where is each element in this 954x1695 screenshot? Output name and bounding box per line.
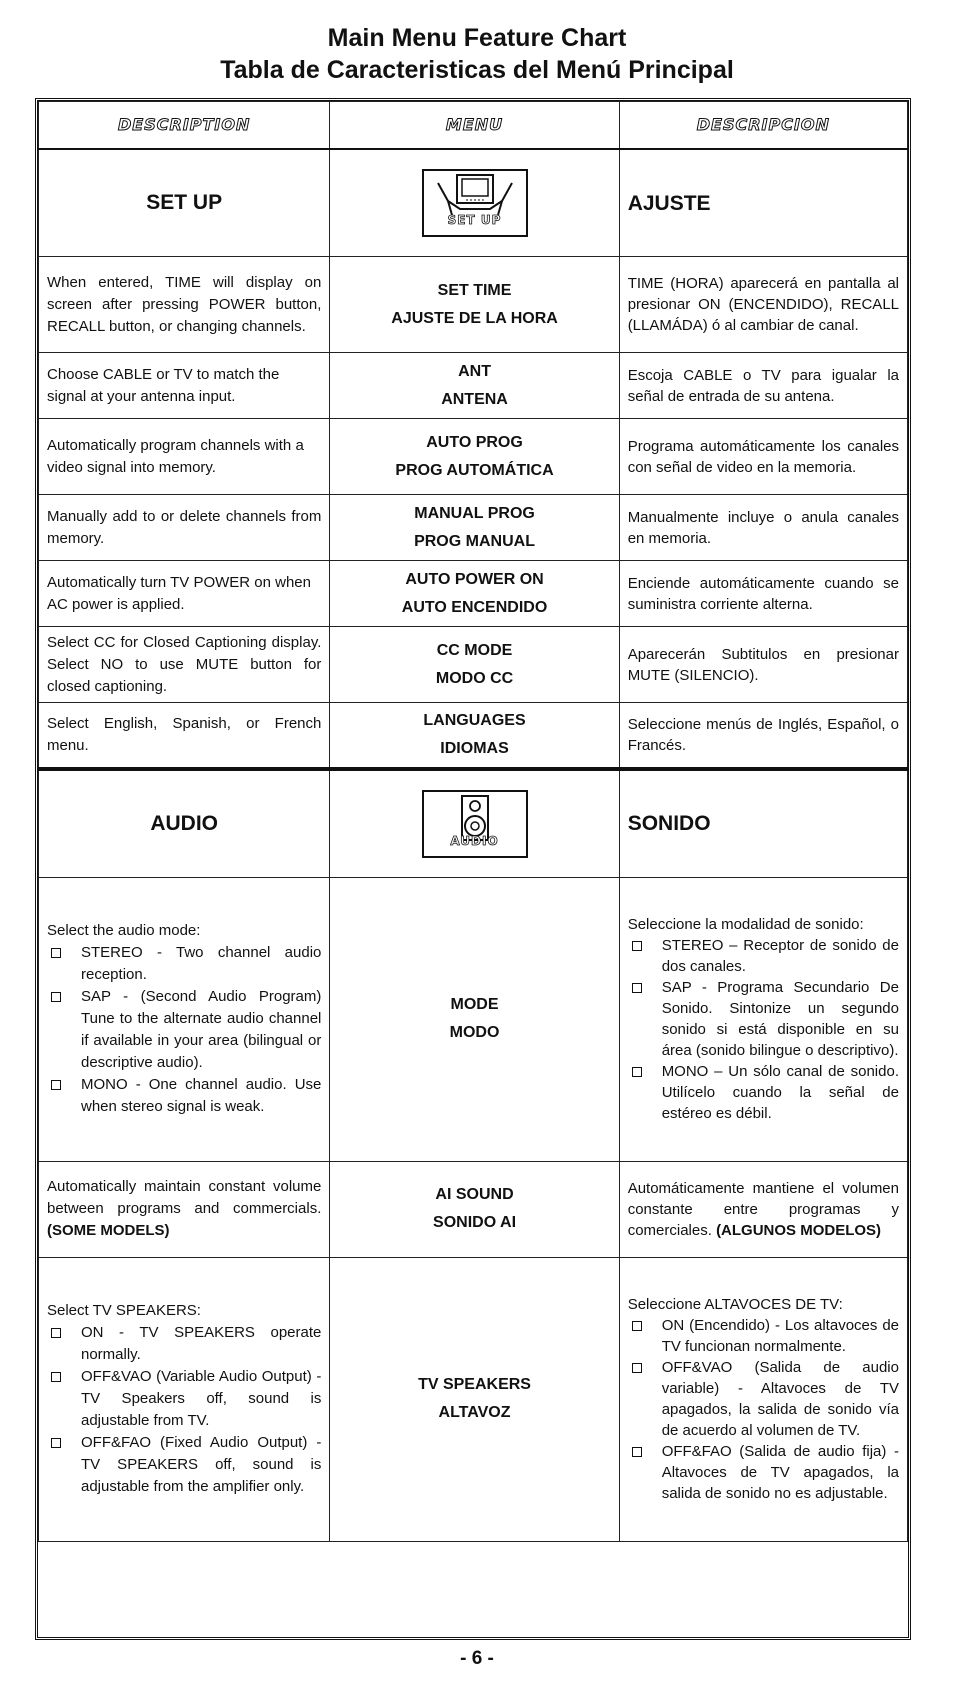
table-row bbox=[39, 561, 908, 627]
setup-icon-caption: SET UP bbox=[447, 213, 502, 227]
menu-name-es: ANTENA bbox=[441, 390, 508, 408]
setup-row-5-menu bbox=[330, 627, 619, 703]
setup-row-0-desc-en: When entered, TIME will display on screen after pressing POWER button, RECALL button, or changing channels. bbox=[39, 257, 330, 353]
ai-text-es: Automáticamente mantiene el volumen constante entre programas y comerciales. bbox=[627, 1179, 899, 1239]
feature-table bbox=[38, 101, 908, 1542]
menu-name-es: IDIOMAS bbox=[440, 739, 509, 757]
menu-name-es: SONIDO AI bbox=[433, 1214, 517, 1231]
setup-row-3-desc-en: Manually add to or delete channels from memory. bbox=[39, 495, 330, 561]
menu-name-en: LANGUAGES bbox=[423, 711, 526, 729]
audio-icon-cell bbox=[330, 769, 619, 878]
speakers-menu bbox=[330, 1257, 619, 1541]
menu-name-en: ANT bbox=[458, 362, 491, 380]
speakers-options-es bbox=[628, 1315, 899, 1504]
mode-options-en bbox=[47, 942, 321, 1118]
mode-options-es bbox=[628, 935, 899, 1124]
ai-desc-es bbox=[619, 1161, 907, 1257]
table-row bbox=[39, 353, 908, 419]
list-item: OFF&FAO (Salida de audio fija) - Altavoces de TV apagados, la salida de sonido no es adjustable. bbox=[628, 1441, 899, 1504]
speakers-desc-es bbox=[619, 1257, 907, 1541]
setup-row-6-desc-es: Seleccione menús de Inglés, Español, o Francés. bbox=[619, 703, 907, 769]
speakers-intro-es: Seleccione ALTAVOCES DE TV: bbox=[627, 1296, 843, 1313]
list-item: SAP - Programa Secundario De Sonido. Sintonize un segundo sonido si está disponible en su área (sonido bilingue o descriptivo). bbox=[628, 977, 899, 1061]
menu-name-en: AUTO PROG bbox=[426, 433, 523, 451]
menu-name-en: AUTO POWER ON bbox=[405, 570, 544, 588]
setup-row-4-desc-es: Enciende automáticamente cuando se suministra corriente alterna. bbox=[619, 561, 907, 627]
setup-row-1-desc-es: Escoja CABLE o TV para igualar la señal de entrada de su antena. bbox=[619, 353, 907, 419]
setup-row-1-desc-en: Choose CABLE or TV to match the signal at your antenna input. bbox=[39, 353, 330, 419]
list-item: OFF&FAO (Fixed Audio Output) - TV SPEAKERS off, sound is adjustable from the amplifier only. bbox=[47, 1432, 321, 1498]
setup-row-2-desc-es: Programa automáticamente los canales con señal de video en la memoria. bbox=[619, 419, 907, 495]
menu-name-es: AJUSTE DE LA HORA bbox=[391, 309, 558, 327]
list-item: MONO - One channel audio. Use when stereo signal is weak. bbox=[47, 1074, 321, 1118]
table-row bbox=[39, 703, 908, 769]
ai-text-en: Automatically maintain constant volume between programs and commercials. bbox=[47, 1178, 322, 1217]
header-row bbox=[39, 102, 908, 150]
mode-menu bbox=[330, 877, 619, 1161]
list-item: SAP - (Second Audio Program) Tune to the alternate audio channel if available in your area (bilingual or descriptive audio). bbox=[47, 986, 321, 1074]
setup-label-en: SET UP bbox=[39, 149, 330, 257]
menu-name-es: MODO CC bbox=[435, 669, 514, 687]
setup-row-2-menu bbox=[330, 419, 619, 495]
setup-row-6-menu bbox=[330, 703, 619, 769]
page-title-es: Tabla de Caracteristicas del Menú Principal bbox=[220, 56, 734, 84]
setup-row-0-menu bbox=[330, 257, 619, 353]
setup-row-4-desc-en: Automatically turn TV POWER on when AC power is applied. bbox=[39, 561, 330, 627]
ai-note-es: (ALGUNOS MODELOS) bbox=[716, 1221, 882, 1239]
mode-desc-en bbox=[39, 877, 330, 1161]
ai-menu bbox=[330, 1161, 619, 1257]
header-descripcion: DESCRIPCION bbox=[696, 115, 830, 134]
table-row bbox=[39, 877, 908, 1161]
list-item: STEREO - Two channel audio reception. bbox=[47, 942, 321, 986]
menu-name-en: MANUAL PROG bbox=[414, 504, 535, 522]
mode-intro-es: Seleccione la modalidad de sonido: bbox=[627, 916, 864, 933]
mode-desc-es bbox=[619, 877, 907, 1161]
list-item: ON - TV SPEAKERS operate normally. bbox=[47, 1322, 321, 1366]
list-item: OFF&VAO (Variable Audio Output) - TV Speakers off, sound is adjustable from TV. bbox=[47, 1366, 321, 1432]
setup-row-5-desc-es: Aparecerán Subtitulos en presionar MUTE (SILENCIO). bbox=[619, 627, 907, 703]
setup-row-3-desc-es: Manualmente incluye o anula canales en memoria. bbox=[619, 495, 907, 561]
list-item: OFF&VAO (Salida de audio variable) - Altavoces de TV apagados, la salida de sonido vía de acuerdo al volumen de TV. bbox=[628, 1357, 899, 1441]
menu-name-en: CC MODE bbox=[436, 641, 513, 659]
setup-row-6-desc-en: Select English, Spanish, or French menu. bbox=[39, 703, 330, 769]
table-row bbox=[39, 419, 908, 495]
table-row bbox=[39, 1257, 908, 1541]
table-row bbox=[39, 1161, 908, 1257]
audio-label-es: SONIDO bbox=[619, 769, 907, 878]
setup-section-row bbox=[39, 149, 908, 257]
audio-icon-caption: AUDIO bbox=[450, 833, 499, 848]
menu-name-en: MODE bbox=[450, 996, 499, 1013]
menu-name-es: PROG AUTOMÁTICA bbox=[395, 461, 554, 479]
ai-desc-en bbox=[39, 1161, 330, 1257]
menu-name-en: AI SOUND bbox=[435, 1186, 514, 1203]
header-menu-cell bbox=[330, 102, 619, 150]
list-item: STEREO – Receptor de sonido de dos canales. bbox=[628, 935, 899, 977]
page-title-en: Main Menu Feature Chart bbox=[327, 24, 627, 52]
menu-name-es: AUTO ENCENDIDO bbox=[401, 598, 548, 616]
header-description: DESCRIPTION bbox=[118, 114, 251, 134]
speakers-desc-en bbox=[39, 1257, 330, 1541]
header-descripcion-cell bbox=[619, 102, 907, 150]
table-row bbox=[39, 257, 908, 353]
speaker-icon bbox=[422, 790, 528, 858]
table-row bbox=[39, 495, 908, 561]
setup-row-1-menu bbox=[330, 353, 619, 419]
speakers-options-en bbox=[47, 1322, 321, 1498]
audio-section-row bbox=[39, 769, 908, 878]
ai-note-en: (SOME MODELS) bbox=[47, 1222, 170, 1239]
audio-label-en: AUDIO bbox=[39, 769, 330, 878]
tv-setup-icon bbox=[422, 169, 528, 237]
setup-row-0-desc-es: TIME (HORA) aparecerá en pantalla al presionar ON (ENCENDIDO), RECALL (LLAMÁDA) ó al cambiar de canal. bbox=[619, 257, 907, 353]
list-item: ON (Encendido) - Los altavoces de TV funcionan normalmente. bbox=[628, 1315, 899, 1357]
speakers-intro-en: Select TV SPEAKERS: bbox=[47, 1302, 201, 1319]
setup-row-3-menu bbox=[330, 495, 619, 561]
setup-row-2-desc-en: Automatically program channels with a video signal into memory. bbox=[39, 419, 330, 495]
table-row bbox=[39, 627, 908, 703]
menu-name-en: TV SPEAKERS bbox=[418, 1376, 531, 1393]
menu-name-es: MODO bbox=[449, 1024, 500, 1041]
setup-row-4-menu bbox=[330, 561, 619, 627]
menu-name-en: SET TIME bbox=[437, 281, 512, 299]
menu-name-es: ALTAVOZ bbox=[438, 1404, 511, 1421]
header-menu: MENU bbox=[445, 114, 504, 134]
list-item: MONO – Un sólo canal de sonido. Utilícelo cuando la señal de estéreo es débil. bbox=[628, 1061, 899, 1124]
setup-label-es: AJUSTE bbox=[619, 149, 907, 257]
setup-icon-cell bbox=[330, 149, 619, 257]
menu-name-es: PROG MANUAL bbox=[414, 532, 535, 550]
header-description-cell bbox=[39, 102, 330, 150]
setup-row-5-desc-en: Select CC for Closed Captioning display. Select NO to use MUTE button for closed captioning. bbox=[39, 627, 330, 703]
page-number: - 6 - bbox=[460, 1648, 494, 1669]
mode-intro-en: Select the audio mode: bbox=[47, 922, 201, 939]
